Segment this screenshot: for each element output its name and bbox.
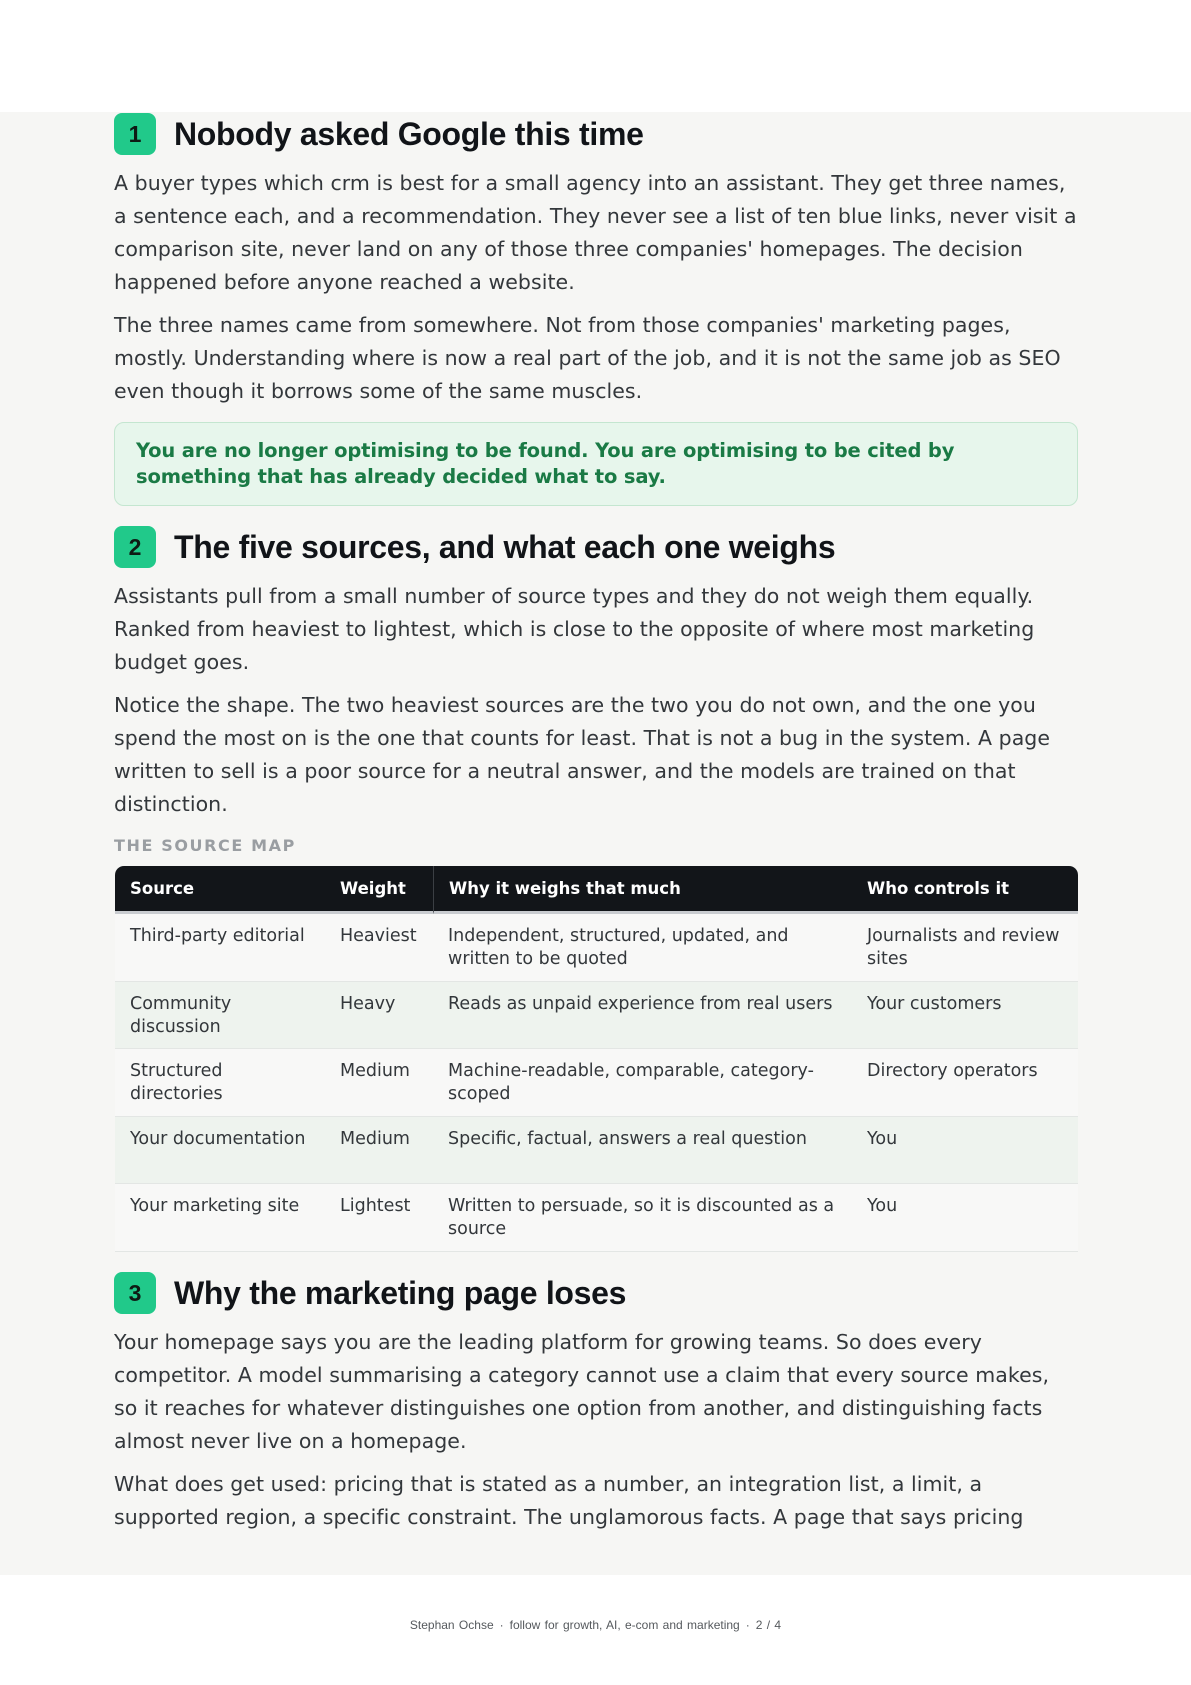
section-number-badge: 2	[114, 526, 156, 568]
cell-controller: Your customers	[852, 982, 1078, 1050]
table-row	[115, 982, 1078, 1050]
table-row	[115, 1184, 1078, 1252]
cell-controller: Directory operators	[852, 1049, 1078, 1117]
table-row	[115, 1049, 1078, 1117]
cell-controller: You	[852, 1184, 1078, 1252]
column-header-weight: Weight	[325, 866, 433, 914]
cell-source: Your documentation	[115, 1117, 325, 1185]
source-map-table	[115, 866, 1078, 1252]
section-3-paragraph-2: What does get used: pricing that is stated as a number, an integration list, a limit, a supported region, a specific constraint. The unglamorous facts. A page that says pricing	[114, 1472, 1024, 1529]
section-2-heading	[114, 525, 1078, 569]
cell-why: Reads as unpaid experience from real users	[433, 982, 852, 1050]
section-1-heading	[114, 112, 1078, 156]
section-2-paragraph-2: Notice the shape. The two heaviest sources are the two you do not own, and the one you spend the most on is the one that counts for least. That is not a bug in the system. A page written to sell is a poor source for a neutral answer, and the models are trained on that distinction.	[114, 693, 1051, 816]
cell-source: Community discussion	[115, 982, 325, 1050]
table-row	[115, 1117, 1078, 1185]
cell-weight: Heaviest	[325, 914, 433, 982]
cell-why: Independent, structured, updated, and written to be quoted	[433, 914, 852, 982]
section-1-paragraph-1: A buyer types which crm is best for a small agency into an assistant. They get three names, a sentence each, and a recommendation. They never see a list of ten blue links, never visit a comparison site, never land on any of those three companies' homepages. The decision happened before anyone reached a website.	[114, 171, 1077, 294]
section-title: Why the marketing page loses	[174, 1274, 627, 1311]
section-title: Nobody asked Google this time	[174, 115, 644, 152]
cell-source: Structured directories	[115, 1049, 325, 1117]
cell-weight: Lightest	[325, 1184, 433, 1252]
cell-controller: You	[852, 1117, 1078, 1185]
cell-why: Written to persuade, so it is discounted as a source	[433, 1184, 852, 1252]
section-2-paragraph-1: Assistants pull from a small number of source types and they do not weigh them equally. Ranked from heaviest to lightest, which is close to the opposite of where most marketing budget goes.	[114, 584, 1035, 674]
callout-box	[114, 422, 1078, 506]
cell-controller: Journalists and review sites	[852, 914, 1078, 982]
column-header-controller: Who controls it	[852, 866, 1078, 914]
section-1-paragraph-2: The three names came from somewhere. Not from those companies' marketing pages, mostly. Understanding where is now a real part of the job, and it is not the same job as SEO even though it borrows some of the same muscles.	[114, 313, 1061, 403]
page-footer	[0, 1618, 1191, 1632]
footer-tagline: follow for growth, AI, e-com and marketing	[509, 1618, 740, 1632]
cell-source: Your marketing site	[115, 1184, 325, 1252]
cell-weight: Medium	[325, 1049, 433, 1117]
table-caption: THE SOURCE MAP	[114, 836, 296, 855]
cell-weight: Heavy	[325, 982, 433, 1050]
footer-separator: ·	[499, 1618, 504, 1632]
cell-source: Third-party editorial	[115, 914, 325, 982]
section-number-badge: 3	[114, 1272, 156, 1314]
column-header-source: Source	[115, 866, 325, 914]
section-3-heading	[114, 1271, 1078, 1315]
cell-weight: Medium	[325, 1117, 433, 1185]
table-row	[115, 914, 1078, 982]
cell-why: Specific, factual, answers a real question	[433, 1117, 852, 1185]
callout-text: You are no longer optimising to be found. You are optimising to be cited by something that has already decided what to say.	[136, 439, 955, 488]
table-header-row	[115, 866, 1078, 914]
page-number: 2 / 4	[755, 1618, 782, 1632]
section-3-paragraph-1: Your homepage says you are the leading platform for growing teams. So does every competitor. A model summarising a category cannot use a claim that every source makes, so it reaches for whatever distinguishes one option from another, and distinguishing facts almost never live on a homepage.	[114, 1330, 1050, 1453]
footer-author: Stephan Ochse	[409, 1618, 494, 1632]
section-title: The five sources, and what each one weighs	[174, 528, 836, 565]
column-header-why: Why it weighs that much	[433, 866, 852, 914]
footer-separator: ·	[745, 1618, 750, 1632]
section-number-badge: 1	[114, 113, 156, 155]
page-top-margin	[0, 0, 1191, 112]
cell-why: Machine-readable, comparable, category-scoped	[433, 1049, 852, 1117]
